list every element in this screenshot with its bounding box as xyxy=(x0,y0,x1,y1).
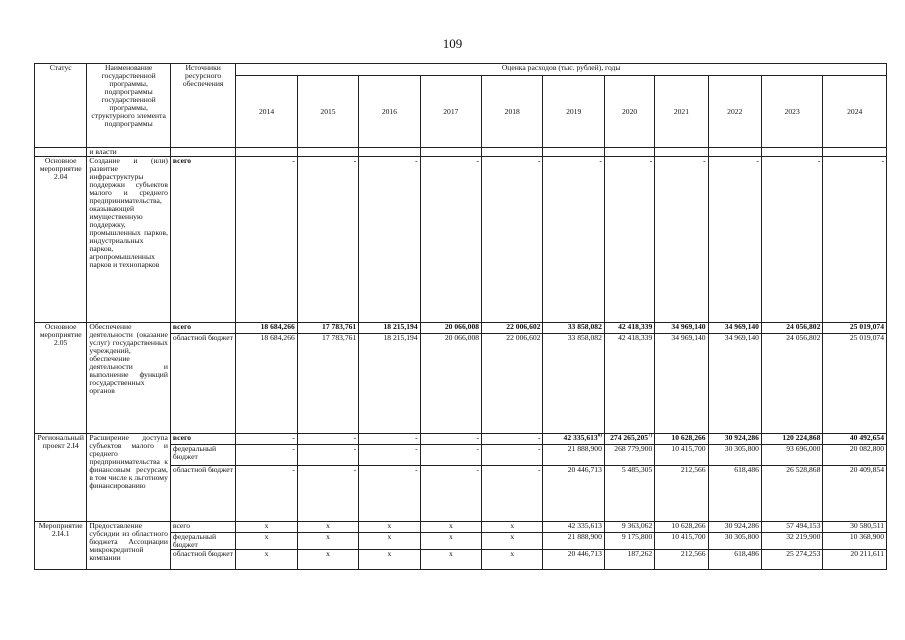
value-text: 57 494,153 xyxy=(786,521,821,530)
value-cell xyxy=(655,550,708,570)
table-row xyxy=(35,157,887,323)
header-year: 2017 xyxy=(420,76,481,148)
value-text: 18 215,194 xyxy=(383,333,418,342)
value-cell xyxy=(655,533,708,550)
value-cell xyxy=(359,522,420,533)
value-cell xyxy=(761,550,822,570)
value-cell xyxy=(482,323,543,334)
value-text: - xyxy=(292,156,295,165)
value-cell xyxy=(823,323,887,334)
empty-cell xyxy=(236,148,297,157)
value-cell xyxy=(708,323,761,334)
value-cell xyxy=(236,445,297,466)
empty-cell xyxy=(420,148,481,157)
value-cell xyxy=(482,334,543,434)
value-text: - xyxy=(415,444,418,453)
value-cell xyxy=(543,334,604,434)
value-text: - xyxy=(353,444,357,453)
header-source: Источники ресурсного обеспечения xyxy=(170,64,235,148)
value-cell xyxy=(761,533,822,550)
value-cell xyxy=(655,334,708,434)
value-cell xyxy=(823,522,887,533)
value-text: 5 485,305 xyxy=(621,465,653,474)
value-cell xyxy=(236,434,297,445)
value-cell xyxy=(297,434,358,445)
value-cell xyxy=(823,157,887,323)
value-text: x xyxy=(326,532,330,541)
value-cell xyxy=(236,533,297,550)
value-cell xyxy=(823,445,887,466)
value-text: - xyxy=(703,156,706,165)
value-cell xyxy=(236,323,297,334)
value-text: 10 415,700 xyxy=(671,532,706,541)
value-cell xyxy=(420,334,481,434)
value-cell xyxy=(604,334,654,434)
value-text: - xyxy=(537,465,541,474)
value-cell xyxy=(761,466,822,522)
source-cell: федеральный бюджет xyxy=(170,533,235,550)
source-cell: федеральный бюджет xyxy=(170,445,235,466)
value-text: 30 305,800 xyxy=(724,532,759,541)
value-cell xyxy=(604,445,654,466)
value-cell xyxy=(604,157,654,323)
value-cell xyxy=(655,466,708,522)
status-cell: Основное мероприятие 2.04 xyxy=(35,157,87,323)
value-text: 20 409,854 xyxy=(849,465,884,474)
value-cell xyxy=(482,522,543,533)
value-text: - xyxy=(599,156,602,165)
value-text: - xyxy=(756,156,759,165)
value-text: 9 175,800 xyxy=(621,532,653,541)
value-text: 268 779,900 xyxy=(614,444,653,453)
empty-cell xyxy=(655,148,708,157)
value-cell xyxy=(823,466,887,522)
header-year: 2019 xyxy=(543,76,604,148)
value-cell xyxy=(604,434,654,445)
value-cell xyxy=(236,157,297,323)
header-year: 2018 xyxy=(482,76,543,148)
value-text: x xyxy=(387,549,392,558)
value-cell xyxy=(543,466,604,522)
value-cell xyxy=(708,445,761,466)
value-text: x xyxy=(448,549,453,558)
value-cell xyxy=(604,550,654,570)
value-text: - xyxy=(292,444,295,453)
value-text: 18 215,194 xyxy=(383,322,418,331)
value-text: 26 528,868 xyxy=(786,465,821,474)
status-cell: Региональный проект 2.I4 xyxy=(35,434,87,522)
value-text: x xyxy=(326,549,330,558)
name-cell: Расширение доступа субъектов малого и среднего предпринимательства к финансовым ресурсам, в том числе к льготному финансированию xyxy=(87,434,171,522)
value-cell xyxy=(297,323,358,334)
value-text: 21 888,900 xyxy=(567,532,602,541)
source-cell: всего xyxy=(170,434,235,445)
header-name: Наименование государственной программы, подпрограммы государственной программы, структурного элемента подпрограммы xyxy=(87,64,171,148)
source-cell: областной бюджет xyxy=(170,550,235,570)
header-year: 2021 xyxy=(655,76,708,148)
value-cell xyxy=(236,550,297,570)
value-cell xyxy=(359,157,420,323)
value-text: - xyxy=(476,444,480,453)
value-text: 17 783,761 xyxy=(322,333,357,342)
value-text: - xyxy=(353,433,357,442)
value-text: - xyxy=(476,433,480,442)
value-cell xyxy=(236,334,297,434)
value-cell xyxy=(761,522,822,533)
source-cell: всего xyxy=(170,323,235,334)
header-year: 2015 xyxy=(297,76,358,148)
value-text: - xyxy=(537,156,541,165)
header-year: 2014 xyxy=(236,76,297,148)
value-cell xyxy=(420,434,481,445)
table-row xyxy=(35,434,887,445)
value-cell xyxy=(359,323,420,334)
value-text: 20 066,008 xyxy=(444,322,480,331)
value-cell xyxy=(359,445,420,466)
value-cell xyxy=(236,522,297,533)
name-cell: Создание и (или) развитие инфраструктуры поддержки субъектов малого и среднего предпринимательства, оказывающей имущественную поддержку, промышленных парков, индустриальных парков, агропромышленных парков и технопарков xyxy=(87,157,171,323)
value-text: - xyxy=(537,433,541,442)
value-text: 618,486 xyxy=(734,465,759,474)
header-year: 2022 xyxy=(708,76,761,148)
value-cell xyxy=(420,445,481,466)
value-text: 34 969,140 xyxy=(671,322,706,331)
value-text: - xyxy=(415,465,418,474)
value-text: x xyxy=(448,532,453,541)
value-cell xyxy=(604,522,654,533)
budget-table xyxy=(34,63,887,570)
value-cell xyxy=(359,550,420,570)
value-text: 120 224,868 xyxy=(782,433,821,442)
name-cell: Предоставление субсидии из областного бюджета Ассоциации микрокредитной компании xyxy=(87,522,171,570)
value-text: - xyxy=(415,156,418,165)
value-cell xyxy=(297,445,358,466)
value-cell xyxy=(823,533,887,550)
value-text: 187,262 xyxy=(627,549,653,558)
value-text: 25 274,253 xyxy=(786,549,821,558)
value-text: x xyxy=(387,521,392,530)
value-cell xyxy=(708,434,761,445)
value-text: 25 019,074 xyxy=(849,322,884,331)
value-cell xyxy=(297,550,358,570)
value-cell xyxy=(359,434,420,445)
value-cell xyxy=(420,466,481,522)
value-text: 34 969,140 xyxy=(724,333,759,342)
value-cell xyxy=(359,466,420,522)
value-text: 17 783,761 xyxy=(322,322,357,331)
value-cell xyxy=(543,445,604,466)
value-text: x xyxy=(510,532,515,541)
value-cell xyxy=(708,550,761,570)
source-cell: всего xyxy=(170,522,235,533)
value-cell xyxy=(543,550,604,570)
value-text: - xyxy=(476,465,480,474)
table-row xyxy=(35,323,887,334)
value-cell xyxy=(708,157,761,323)
value-cell xyxy=(482,533,543,550)
value-cell xyxy=(761,445,822,466)
value-text: 20 446,713 xyxy=(567,465,602,474)
value-text: 30 924,286 xyxy=(724,433,759,442)
value-text: 93 696,000 xyxy=(786,444,821,453)
value-text: x xyxy=(326,521,330,530)
value-cell xyxy=(297,157,358,323)
value-cell xyxy=(359,334,420,434)
value-text: - xyxy=(537,444,541,453)
value-text: 33 858,082 xyxy=(567,333,602,342)
value-cell xyxy=(482,550,543,570)
value-cell xyxy=(420,533,481,550)
value-text: 22 006,602 xyxy=(506,322,541,331)
value-cell xyxy=(655,157,708,323)
value-cell xyxy=(543,522,604,533)
value-text: 30 580,511 xyxy=(850,521,884,530)
value-cell xyxy=(823,550,887,570)
value-cell xyxy=(655,323,708,334)
value-cell xyxy=(761,157,822,323)
value-text: 212,566 xyxy=(680,465,706,474)
value-cell xyxy=(604,466,654,522)
value-text: x xyxy=(510,549,515,558)
value-cell xyxy=(708,522,761,533)
value-text: 24 056,802 xyxy=(786,333,821,342)
value-text: 10 628,266 xyxy=(671,433,706,442)
value-text: 42 418,339 xyxy=(618,333,653,342)
value-text: 274 265,205 xyxy=(610,433,649,442)
value-text: 32 219,900 xyxy=(786,532,821,541)
value-text: - xyxy=(817,156,821,165)
empty-cell xyxy=(708,148,761,157)
value-text: x xyxy=(448,521,453,530)
value-text: 30 305,800 xyxy=(724,444,759,453)
value-text: 24 056,802 xyxy=(786,322,821,331)
value-text: 20 066,008 xyxy=(444,333,480,342)
value-cell xyxy=(655,522,708,533)
value-text: - xyxy=(353,465,357,474)
value-text: 10 628,266 xyxy=(671,521,706,530)
header-year: 2023 xyxy=(761,76,822,148)
value-text: - xyxy=(649,156,653,165)
value-text: 42 335,613 xyxy=(567,521,602,530)
value-cell xyxy=(543,157,604,323)
carry-over-text: и власти xyxy=(87,148,171,157)
value-text: 212,566 xyxy=(680,549,706,558)
value-text: 10 368,900 xyxy=(849,532,884,541)
value-cell xyxy=(297,334,358,434)
value-text: 33 858,082 xyxy=(567,322,602,331)
value-cell xyxy=(604,533,654,550)
value-text: 34 969,140 xyxy=(724,322,759,331)
value-cell xyxy=(420,157,481,323)
value-text: - xyxy=(881,156,884,165)
value-text: - xyxy=(415,433,418,442)
value-cell xyxy=(543,533,604,550)
value-text: 18 684,266 xyxy=(260,333,295,342)
value-cell xyxy=(761,434,822,445)
value-cell xyxy=(420,323,481,334)
value-text: x xyxy=(264,549,269,558)
header-estimate: Оценка расходов (тыс. рублей), годы xyxy=(236,64,887,76)
header-year: 2020 xyxy=(604,76,654,148)
header-status: Статус xyxy=(35,64,87,148)
value-text: 20 211,611 xyxy=(850,549,884,558)
header-year: 2016 xyxy=(359,76,420,148)
value-cell xyxy=(761,323,822,334)
value-text: 18 684,266 xyxy=(260,322,295,331)
empty-cell xyxy=(359,148,420,157)
value-cell xyxy=(359,533,420,550)
value-cell xyxy=(236,466,297,522)
value-cell xyxy=(761,334,822,434)
value-cell xyxy=(708,533,761,550)
value-text: 21 888,900 xyxy=(567,444,602,453)
value-text: 40 492,654 xyxy=(849,433,884,442)
value-text: 9 363,062 xyxy=(621,521,653,530)
value-text: 42 335,613 xyxy=(563,433,598,442)
value-text: - xyxy=(353,156,357,165)
footnote-mark: 7) xyxy=(648,433,653,439)
empty-cell xyxy=(297,148,358,157)
status-cell: Мероприятие 2.I4.1 xyxy=(35,522,87,570)
value-text: 42 418,339 xyxy=(618,322,653,331)
value-cell xyxy=(482,445,543,466)
value-cell xyxy=(708,466,761,522)
value-cell xyxy=(604,323,654,334)
empty-cell xyxy=(823,148,887,157)
value-cell xyxy=(823,334,887,434)
empty-cell xyxy=(761,148,822,157)
table-row xyxy=(35,522,887,533)
value-cell xyxy=(297,533,358,550)
value-cell xyxy=(823,434,887,445)
value-text: 22 006,602 xyxy=(506,333,541,342)
value-text: x xyxy=(510,521,515,530)
status-cell: Основное мероприятие 2.05 xyxy=(35,323,87,434)
value-cell xyxy=(297,522,358,533)
value-text: x xyxy=(387,532,392,541)
value-text: 25 019,074 xyxy=(849,333,884,342)
value-cell xyxy=(482,434,543,445)
value-text: - xyxy=(476,156,480,165)
table-body xyxy=(35,148,887,570)
value-text: x xyxy=(264,521,269,530)
value-cell xyxy=(482,157,543,323)
header-year: 2024 xyxy=(823,76,887,148)
value-text: 10 415,700 xyxy=(671,444,706,453)
source-cell: областной бюджет xyxy=(170,334,235,434)
empty-cell xyxy=(543,148,604,157)
value-cell xyxy=(420,550,481,570)
empty-cell xyxy=(604,148,654,157)
footnote-mark: 6) xyxy=(597,433,602,439)
value-text: x xyxy=(264,532,269,541)
value-cell xyxy=(655,445,708,466)
value-text: 34 969,140 xyxy=(671,333,706,342)
value-cell xyxy=(297,466,358,522)
value-cell xyxy=(543,434,604,445)
value-text: - xyxy=(292,465,295,474)
value-text: 30 924,286 xyxy=(724,521,759,530)
value-cell xyxy=(543,323,604,334)
value-text: 20 082,800 xyxy=(849,444,884,453)
empty-cell xyxy=(482,148,543,157)
value-cell xyxy=(482,466,543,522)
value-cell xyxy=(655,434,708,445)
value-text: 618,486 xyxy=(734,549,759,558)
page-number: 109 xyxy=(442,36,463,51)
name-cell: Обеспечение деятельности (оказание услуг) государственных учреждений, обеспечение деятельности и выполнение функций государственных органов xyxy=(87,323,171,434)
value-cell xyxy=(420,522,481,533)
source-cell: всего xyxy=(170,157,235,323)
value-text: 20 446,713 xyxy=(567,549,602,558)
value-text: - xyxy=(292,433,295,442)
source-cell: областной бюджет xyxy=(170,466,235,522)
value-cell xyxy=(708,334,761,434)
